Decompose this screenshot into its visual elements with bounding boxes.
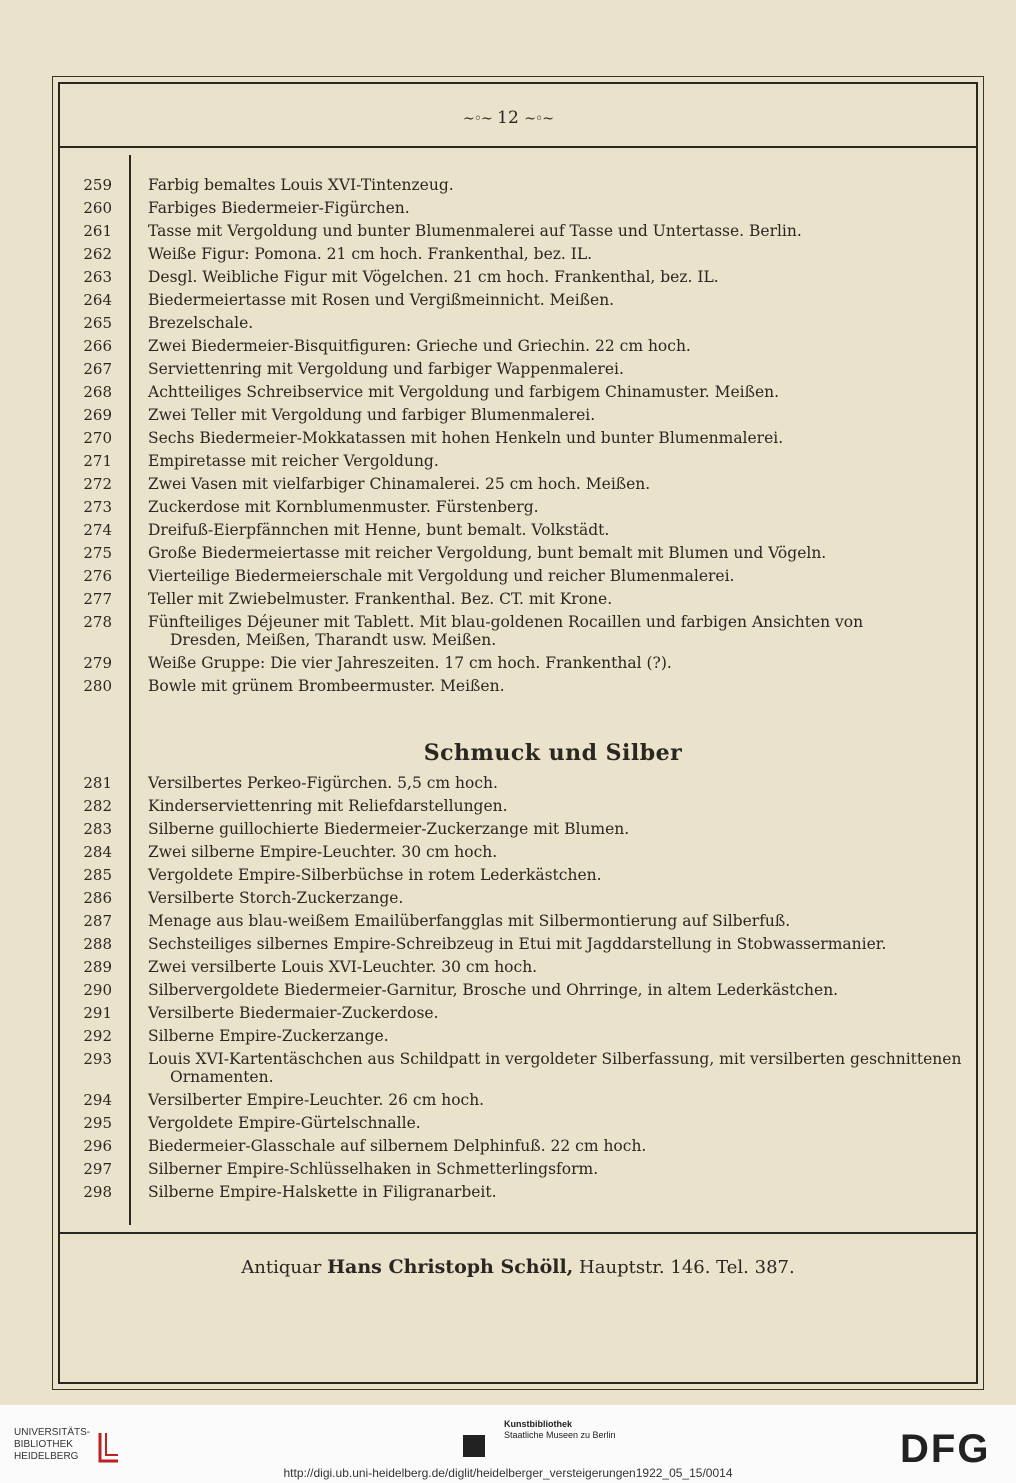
lot-description: Weiße Figur: Pomona. 21 cm hoch. Frankenthal, bez. IL. [148,245,593,263]
lot-description: Silberne Empire-Halskette in Filigranarbeit. [148,1183,497,1201]
lot-number: 285 [83,866,112,884]
lot-number: 291 [83,1004,112,1022]
kb-line2: Staatliche Museen zu Berlin [504,1430,616,1440]
lot-description: Zwei silberne Empire-Leuchter. 30 cm hoch. [148,843,498,861]
lot-description-continued: Dresden, Meißen, Tharandt usw. Meißen. [170,631,497,649]
lot-description: Silberner Empire-Schlüsselhaken in Schmetterlingsform. [148,1160,599,1178]
lot-number: 284 [83,843,112,861]
lot-number: 292 [83,1027,112,1045]
lot-number: 282 [83,797,112,815]
lot-number: 273 [83,498,112,516]
lot-number: 298 [83,1183,112,1201]
lot-description: Louis XVI-Kartentäschchen aus Schildpatt in vergoldeter Silberfassung, mit versilberten geschnittenen [148,1050,962,1068]
ub-emblem-icon [96,1429,122,1465]
lot-description: Weiße Gruppe: Die vier Jahreszeiten. 17 cm hoch. Frankenthal (?). [148,654,672,672]
lot-description: Zwei Teller mit Vergoldung und farbiger Blumenmalerei. [148,406,596,424]
lot-number: 264 [83,291,112,309]
page-number-value: 12 [497,108,519,128]
dealer-footer [58,1256,978,1278]
lot-number: 272 [83,475,112,493]
lot-description: Desgl. Weibliche Figur mit Vögelchen. 21 cm hoch. Frankenthal, bez. IL. [148,268,719,286]
lot-number: 259 [83,176,112,194]
lot-number: 269 [83,406,112,424]
ub-line2: BIBLIOTHEK [14,1439,73,1450]
lot-description: Sechs Biedermeier-Mokkatassen mit hohen Henkeln und bunter Blumenmalerei. [148,429,784,447]
dfg-logo: DFG [900,1427,991,1471]
lot-number: 276 [83,567,112,585]
lot-description: Silberne Empire-Zuckerzange. [148,1027,389,1045]
lot-number: 296 [83,1137,112,1155]
ub-heidelberg-logo [14,1427,90,1463]
lot-description: Vergoldete Empire-Gürtelschnalle. [148,1114,421,1132]
lot-description: Achtteiliges Schreibservice mit Vergoldung und farbigem Chinamuster. Meißen. [148,383,780,401]
lot-description: Versilberter Empire-Leuchter. 26 cm hoch. [148,1091,485,1109]
lot-number: 290 [83,981,112,999]
lot-number: 261 [83,222,112,240]
lot-description: Empiretasse mit reicher Vergoldung. [148,452,439,470]
lot-description: Große Biedermeiertasse mit reicher Vergoldung, bunt bemalt mit Blumen und Vögeln. [148,544,827,562]
lot-number: 277 [83,590,112,608]
lot-description: Kinderserviettenring mit Reliefdarstellungen. [148,797,508,815]
ornament-left-icon: ~◦~ [463,111,492,127]
header-rule [58,146,978,148]
kunstbibliothek-logo [468,1419,616,1441]
lot-description: Zwei Biedermeier-Bisquitfiguren: Grieche und Griechin. 22 cm hoch. [148,337,691,355]
lot-number: 268 [83,383,112,401]
lot-number: 280 [83,677,112,695]
ornament-right-icon: ~◦~ [524,111,553,127]
lot-description: Serviettenring mit Vergoldung und farbiger Wappenmalerei. [148,360,624,378]
lot-number: 278 [83,613,112,631]
lot-description: Biedermeier-Glasschale auf silbernem Delphinfuß. 22 cm hoch. [148,1137,647,1155]
lot-description: Zwei versilberte Louis XVI-Leuchter. 30 cm hoch. [148,958,538,976]
lot-number: 265 [83,314,112,332]
number-column-rule [129,155,131,1225]
footer-dealer-name: Hans Christoph Schöll, [327,1256,574,1278]
lot-number: 260 [83,199,112,217]
lot-number: 281 [83,774,112,792]
lot-description: Brezelschale. [148,314,254,332]
lot-description: Farbiges Biedermeier-Figürchen. [148,199,410,217]
lot-number: 270 [83,429,112,447]
lot-description: Sechsteiliges silbernes Empire-Schreibzeug in Etui mit Jagddarstellung in Stobwassermanier. [148,935,887,953]
lot-number: 271 [83,452,112,470]
lot-description: Bowle mit grünem Brombeermuster. Meißen. [148,677,505,695]
lot-description: Farbig bemaltes Louis XVI-Tintenzeug. [148,176,454,194]
lot-description: Biedermeiertasse mit Rosen und Vergißmeinnicht. Meißen. [148,291,615,309]
lot-number: 286 [83,889,112,907]
lot-description: Teller mit Zwiebelmuster. Frankenthal. Bez. CT. mit Krone. [148,590,613,608]
footer-address: Hauptstr. 146. Tel. 387. [579,1257,795,1278]
lot-number: 288 [83,935,112,953]
lot-number: 262 [83,245,112,263]
lot-description: Fünfteiliges Déjeuner mit Tablett. Mit blau-goldenen Rocaillen und farbigen Ansichten von [148,613,864,631]
page-number [0,108,1016,128]
lot-number: 295 [83,1114,112,1132]
lot-description: Zuckerdose mit Kornblumenmuster. Fürstenberg. [148,498,539,516]
lot-description: Dreifuß-Eierpfännchen mit Henne, bunt bemalt. Volkstädt. [148,521,610,539]
lot-number: 266 [83,337,112,355]
lot-description: Versilbertes Perkeo-Figürchen. 5,5 cm hoch. [148,774,498,792]
lot-description: Versilberte Biedermaier-Zuckerdose. [148,1004,439,1022]
lot-description: Versilberte Storch-Zuckerzange. [148,889,404,907]
lot-description: Silbervergoldete Biedermeier-Garnitur, Brosche und Ohrringe, in altem Lederkästchen. [148,981,839,999]
lot-number: 274 [83,521,112,539]
lot-description: Tasse mit Vergoldung und bunter Blumenmalerei auf Tasse und Untertasse. Berlin. [148,222,802,240]
ub-line3: HEIDELBERG [14,1451,79,1462]
lot-number: 297 [83,1160,112,1178]
lot-number: 283 [83,820,112,838]
lot-number: 294 [83,1091,112,1109]
lot-number: 279 [83,654,112,672]
footer-prefix: Antiquar [241,1257,322,1278]
lot-description: Vergoldete Empire-Silberbüchse in rotem Lederkästchen. [148,866,602,884]
lot-description: Menage aus blau-weißem Emailüberfangglas mit Silbermontierung auf Silberfuß. [148,912,791,930]
source-url[interactable]: http://digi.ub.uni-heidelberg.de/diglit/heidelberger_versteigerungen1922_05_15/0014 [283,1466,733,1480]
lot-number: 287 [83,912,112,930]
lot-description: Vierteilige Biedermeierschale mit Vergoldung und reicher Blumenmalerei. [148,567,735,585]
lot-number: 293 [83,1050,112,1068]
lot-description: Silberne guillochierte Biedermeier-Zuckerzange mit Blumen. [148,820,630,838]
footer-rule [58,1232,978,1234]
kb-line1: Kunstbibliothek [504,1419,572,1429]
lot-description: Zwei Vasen mit vielfarbiger Chinamalerei. 25 cm hoch. Meißen. [148,475,651,493]
section-heading: Schmuck und Silber [423,740,683,766]
lot-number: 267 [83,360,112,378]
lot-number: 289 [83,958,112,976]
ub-line1: UNIVERSITÄTS- [14,1427,91,1438]
lot-number: 263 [83,268,112,286]
lot-description-continued: Ornamenten. [170,1068,274,1086]
lot-number: 275 [83,544,112,562]
